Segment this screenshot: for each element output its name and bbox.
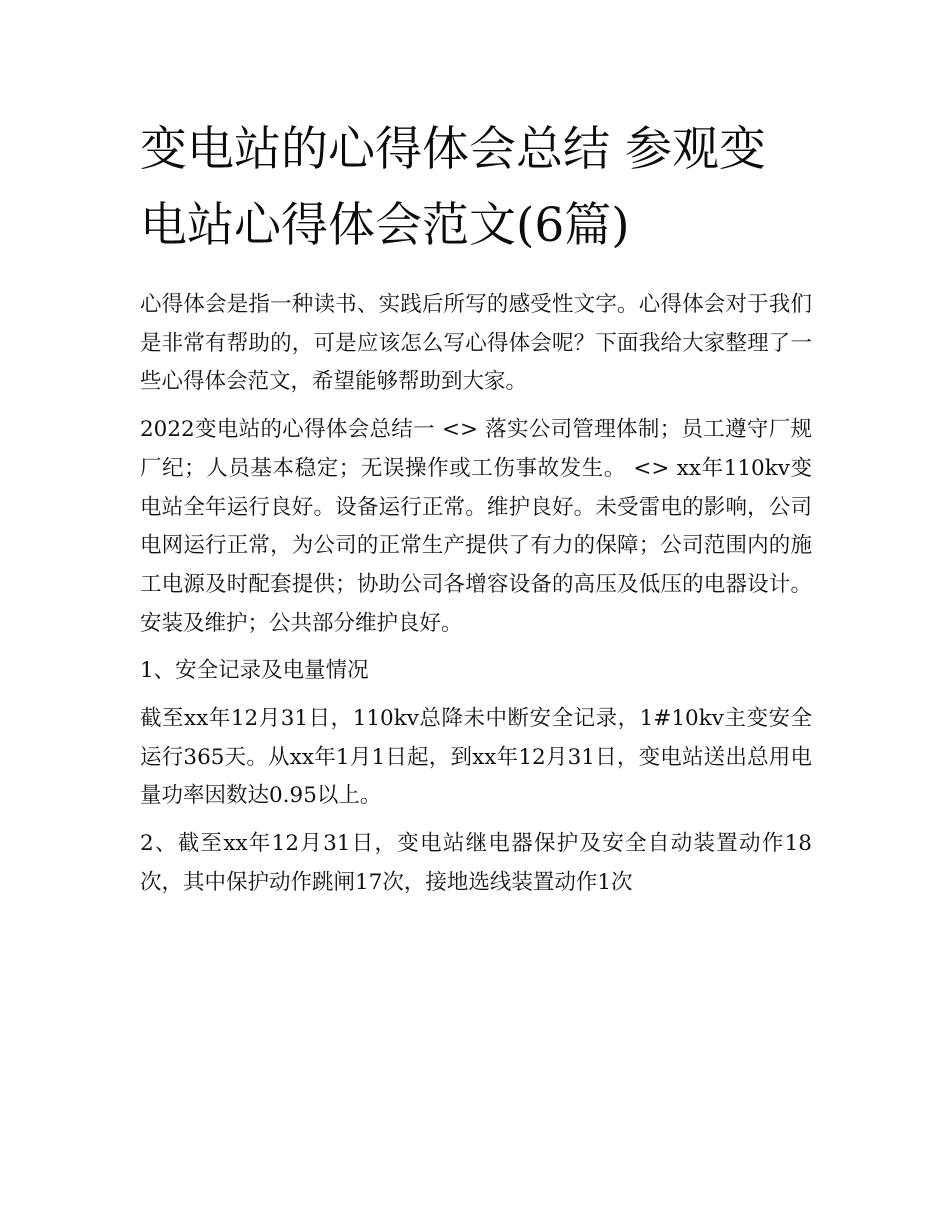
safety-record-paragraph: 截至xx年12月31日，110kv总降未中断安全记录，1#10kv主变安全运行365天。从xx年1月1日起，到xx年12月31日，变电站送出总用电量功率因数达0.95以上。 — [140, 706, 812, 809]
intro-paragraph: 心得体会是指一种读书、实践后所写的感受性文字。心得体会对于我们是非常有帮助的，可是应该怎么写心得体会呢？下面我给大家整理了一些心得体会范文，希望能够帮助到大家。 — [140, 292, 812, 395]
document-title: 变电站的心得体会总结 参观变电站心得体会范文(6篇) — [140, 122, 766, 253]
document-page — [140, 112, 812, 903]
protection-actions-paragraph: 2、截至xx年12月31日，变电站继电器保护及安全自动装置动作18次，其中保护动作跳闸17次，接地选线装置动作1次 — [140, 831, 812, 895]
summary-paragraph: 2022变电站的心得体会总结一 <> 落实公司管理体制；员工遵守厂规厂纪；人员基本稳定；无误操作或工伤事故发生。 <> xx年110kv变电站全年运行良好。设备运行正常。维护良好。未受雷电的影响，公司电网运行正常，为公司的正常生产提供了有力的保障；公司范围内的施工电源及时配套提供；协助公司各增容设备的高压及低压的电器设计。安装及维护；公共部分维护良好。 — [140, 417, 812, 636]
section-heading-safety-record: 1、安全记录及电量情况 — [140, 658, 369, 684]
